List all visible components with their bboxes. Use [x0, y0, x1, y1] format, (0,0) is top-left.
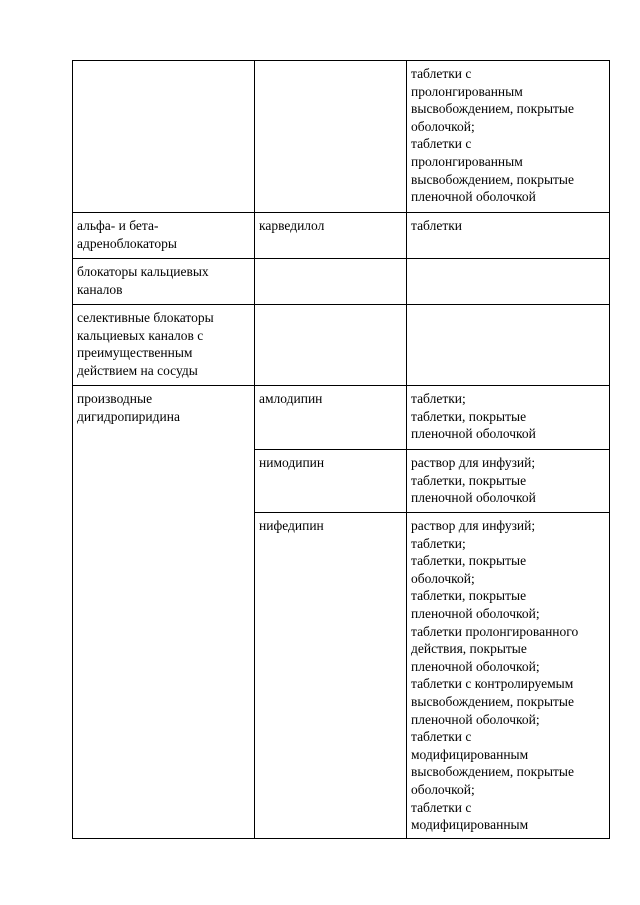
cell-line: таблетки, покрытые [411, 588, 527, 604]
dosage-form-cell [407, 305, 610, 386]
drug-name-cell [255, 259, 407, 305]
cell-line: таблетки с контролируемым [411, 676, 574, 692]
table-row [73, 213, 610, 259]
cell-line: действием на сосуды [77, 362, 198, 378]
cell-line: таблетки; [411, 391, 466, 406]
cell-line: преимущественным [77, 345, 193, 361]
cell-line: высвобождением, покрытые [411, 764, 574, 780]
cell-line: пролонгированным [411, 83, 523, 99]
cell-line: высвобождением, покрытые [411, 171, 574, 187]
table-row [73, 259, 610, 305]
group-cell [73, 305, 255, 386]
cell-line: блокаторы кальциевых [77, 264, 209, 279]
cell-line: альфа- и бета- [77, 218, 159, 233]
table-row [73, 61, 610, 213]
cell-line: таблетки пролонгированного [411, 623, 579, 639]
dosage-form-cell [407, 61, 610, 213]
dosage-form-cell [407, 213, 610, 259]
group-cell [73, 213, 255, 259]
cell-line: таблетки, покрытые [411, 472, 527, 488]
cell-line: адреноблокаторы [77, 235, 177, 251]
cell-line: нимодипин [259, 455, 325, 470]
cell-line: кальциевых каналов с [77, 327, 204, 343]
cell-line: таблетки, покрытые [411, 408, 527, 424]
cell-line: модифицированным [411, 817, 529, 833]
cell-line: оболочкой; [411, 570, 475, 586]
group-cell [73, 61, 255, 213]
cell-line: пленочной оболочкой [411, 189, 536, 205]
cell-line: каналов [77, 281, 123, 297]
cell-line: пленочной оболочкой; [411, 658, 540, 674]
table-row [73, 386, 610, 450]
cell-line: амлодипин [259, 391, 323, 406]
cell-line: раствор для инфузий; [411, 518, 536, 533]
drug-name-cell [255, 386, 407, 450]
dosage-form-cell [407, 386, 610, 450]
cell-line: пленочной оболочкой [411, 490, 536, 506]
group-cell [73, 386, 255, 839]
cell-line: пленочной оболочкой [411, 426, 536, 442]
group-cell [73, 259, 255, 305]
cell-line: нифедипин [259, 518, 324, 533]
drug-name-cell [255, 305, 407, 386]
cell-line: таблетки с [411, 729, 472, 745]
cell-line: таблетки с [411, 799, 472, 815]
cell-line: таблетки [411, 218, 463, 233]
cell-line: пролонгированным [411, 153, 523, 169]
drug-table [72, 60, 610, 839]
cell-line: раствор для инфузий; [411, 455, 536, 470]
cell-line: высвобождением, покрытые [411, 101, 574, 117]
cell-line: дигидропиридина [77, 408, 180, 424]
cell-line: производные [77, 391, 153, 406]
cell-line: действия, покрытые [411, 641, 527, 657]
dosage-form-cell [407, 513, 610, 839]
dosage-form-cell [407, 450, 610, 513]
drug-name-cell [255, 450, 407, 513]
table-row [73, 305, 610, 386]
cell-line: оболочкой; [411, 118, 475, 134]
cell-line: высвобождением, покрытые [411, 693, 574, 709]
cell-line: таблетки с [411, 136, 472, 152]
cell-line: пленочной оболочкой; [411, 711, 540, 727]
drug-name-cell [255, 513, 407, 839]
dosage-form-cell [407, 259, 610, 305]
cell-line: карведилол [259, 218, 325, 233]
drug-name-cell [255, 61, 407, 213]
cell-line: пленочной оболочкой; [411, 605, 540, 621]
cell-line: оболочкой; [411, 781, 475, 797]
cell-line: таблетки с [411, 66, 472, 81]
cell-line: модифицированным [411, 746, 529, 762]
drug-name-cell [255, 213, 407, 259]
cell-line: селективные блокаторы [77, 310, 214, 325]
cell-line: таблетки; [411, 535, 466, 551]
cell-line: таблетки, покрытые [411, 553, 527, 569]
